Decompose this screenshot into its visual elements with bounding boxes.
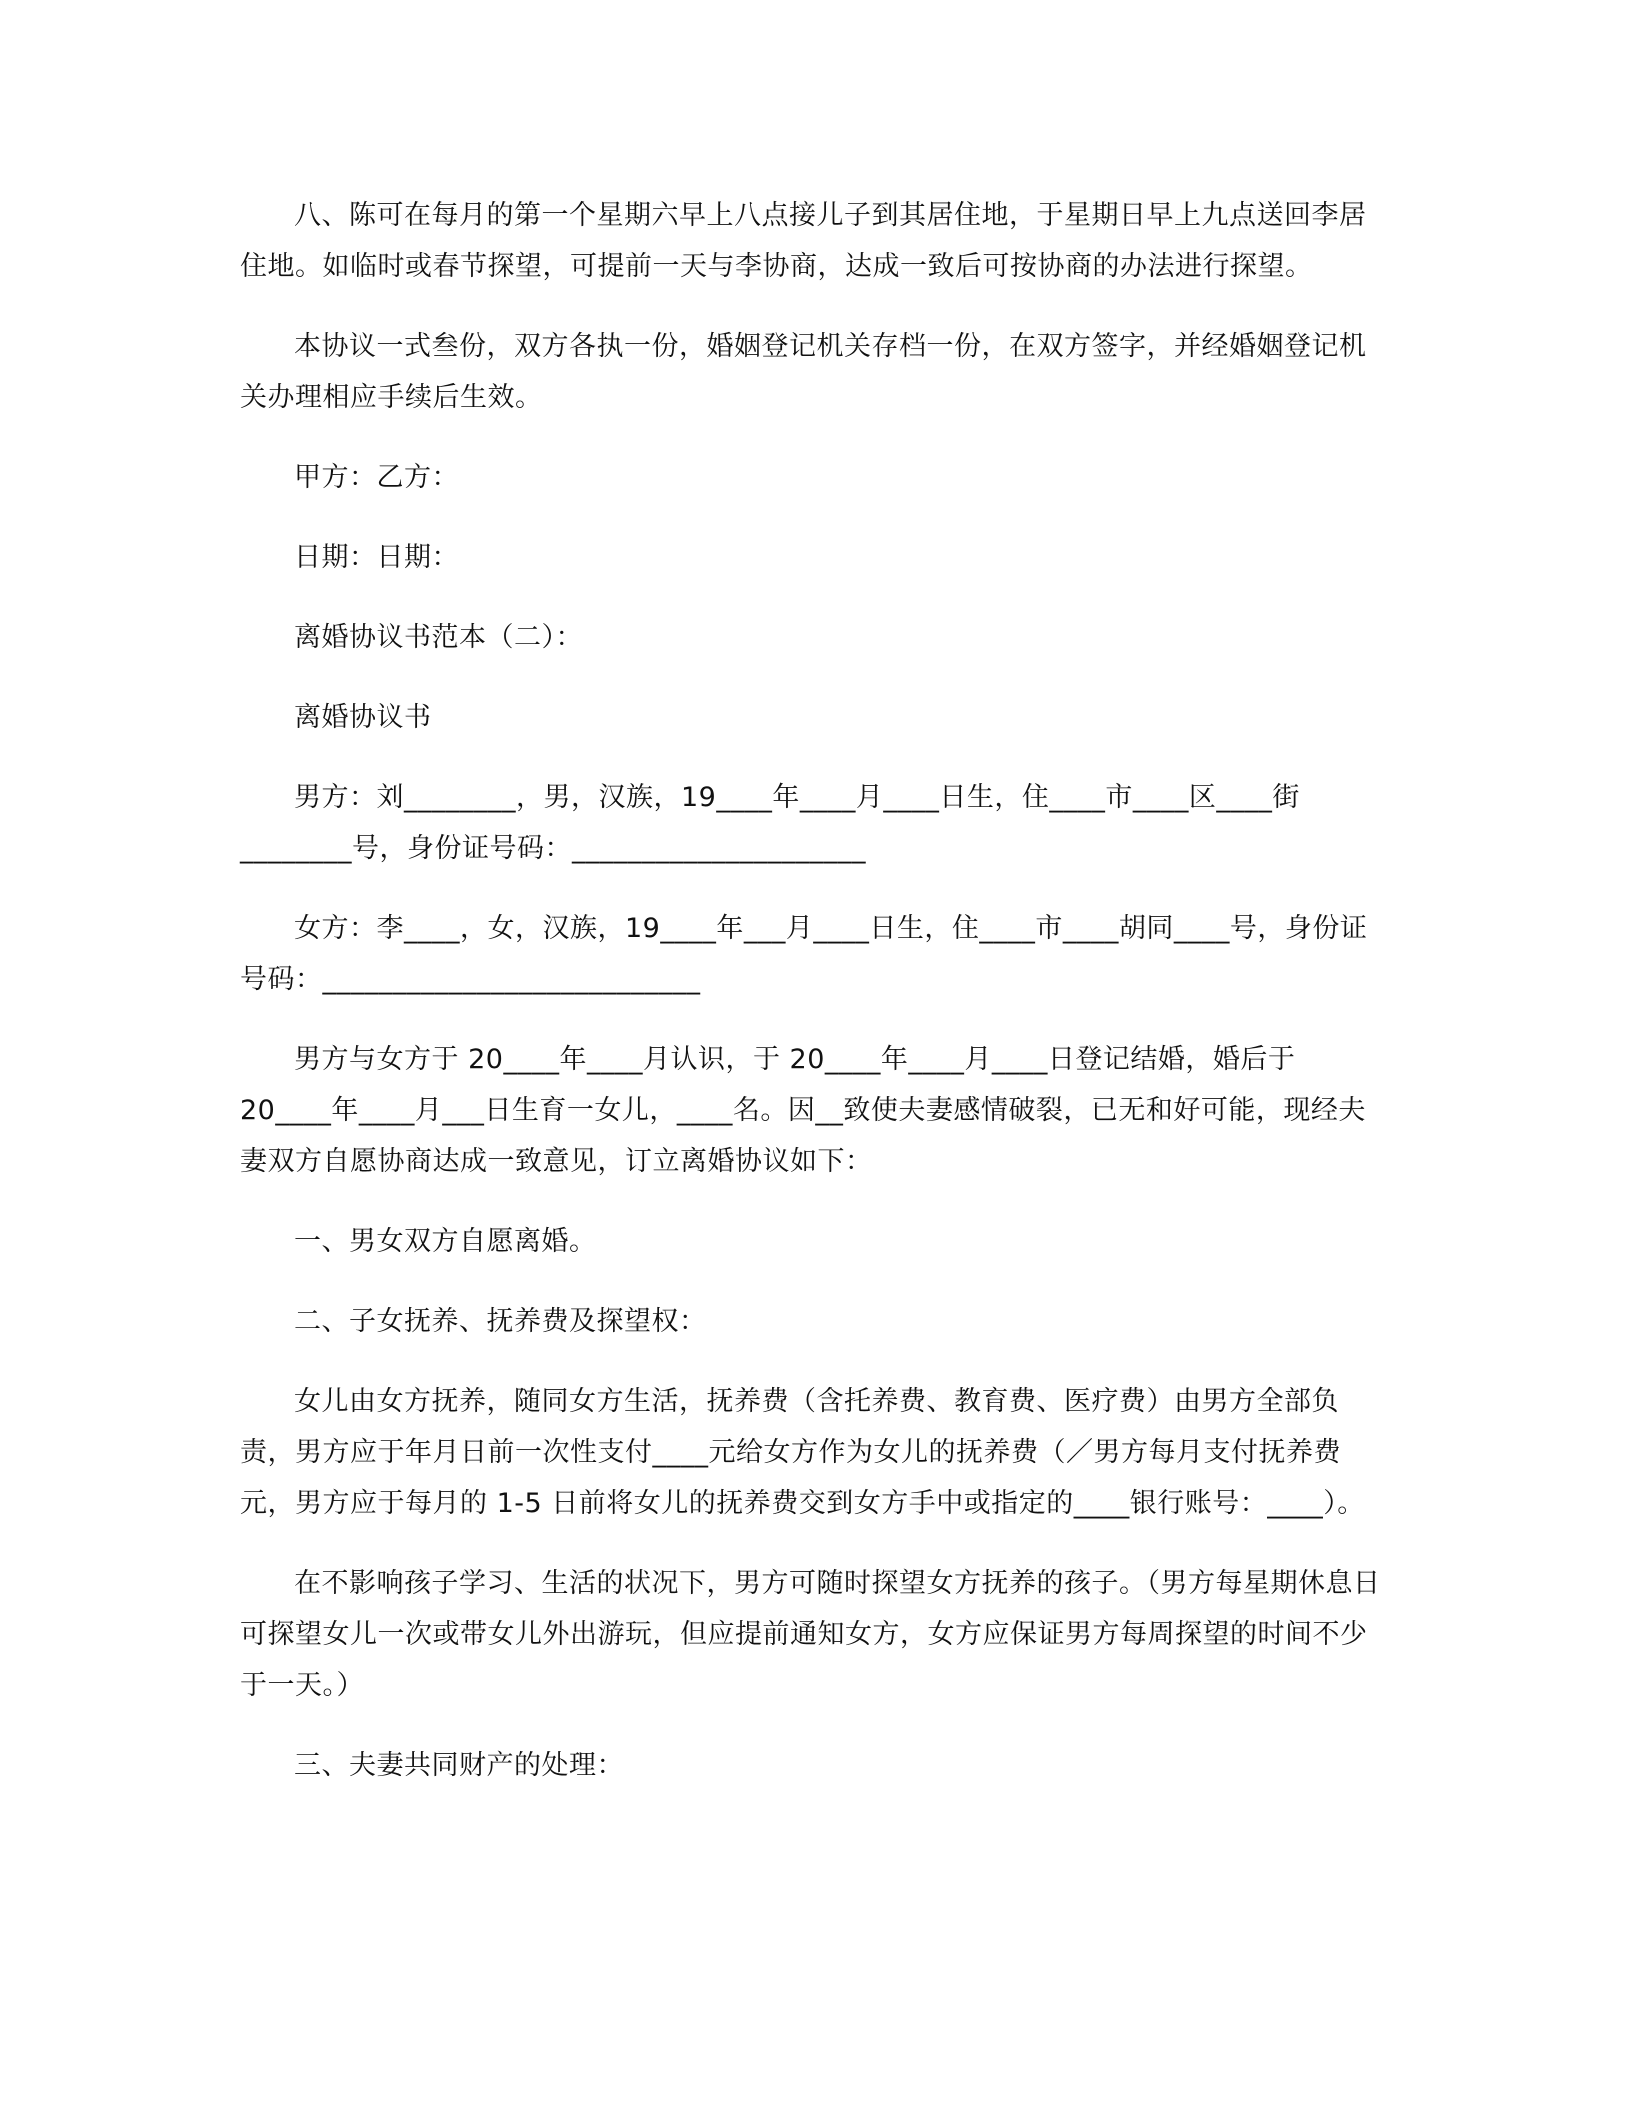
paragraph-signature-parties: 甲方：乙方： — [294, 462, 459, 493]
paragraph-marriage-background: 男方与女方于 20____年____月认识，于 20____年____月____日登记结婚，婚后于 20____年____月___日生育一女儿，____名。因__致使夫妻感情破裂，已无和好可能，现经夫妻双方自愿协商达成一致意见，订立离婚协议如下： — [240, 1044, 1366, 1177]
paragraph-male-party-info: 男方：刘________，男，汉族，19____年____月____日生，住____市____区____街________号，身份证号码：_____________________ — [240, 782, 1300, 864]
paragraph-agreement-copies: 本协议一式叁份，双方各执一份，婚姻登记机关存档一份，在双方签字，并经婚姻登记机关办理相应手续后生效。 — [240, 331, 1367, 413]
paragraph-signature-dates: 日期：日期： — [294, 542, 459, 573]
clause-three-heading: 三、夫妻共同财产的处理： — [294, 1750, 624, 1781]
paragraph-visitation-clause: 八、陈可在每月的第一个星期六早上八点接儿子到其居住地，于星期日早上九点送回李居住地。如临时或春节探望，可提前一天与李协商，达成一致后可按协商的办法进行探望。 — [240, 200, 1367, 282]
paragraph-female-party-info: 女方：李____，女，汉族，19____年___月____日生，住____市____胡同____号，身份证号码：___________________________ — [240, 913, 1368, 995]
clause-two-heading: 二、子女抚养、抚养费及探望权： — [294, 1306, 707, 1337]
document-title: 离婚协议书 — [294, 702, 432, 733]
clause-one-divorce: 一、男女双方自愿离婚。 — [294, 1226, 597, 1257]
document-page — [240, 190, 1392, 1820]
paragraph-visitation-rights: 在不影响孩子学习、生活的状况下，男方可随时探望女方抚养的孩子。（男方每星期休息日可探望女儿一次或带女儿外出游玩，但应提前通知女方，女方应保证男方每周探望的时间不少于一天。） — [240, 1568, 1381, 1701]
paragraph-child-support: 女儿由女方抚养，随同女方生活，抚养费（含托养费、教育费、医疗费）由男方全部负责，男方应于年月日前一次性支付____元给女方作为女儿的抚养费（／男方每月支付抚养费元，男方应于每月的 1-5 日前将女儿的抚养费交到女方手中或指定的____银行账号：____）。 — [240, 1386, 1365, 1519]
section-title-template-two: 离婚协议书范本（二）： — [294, 622, 583, 653]
